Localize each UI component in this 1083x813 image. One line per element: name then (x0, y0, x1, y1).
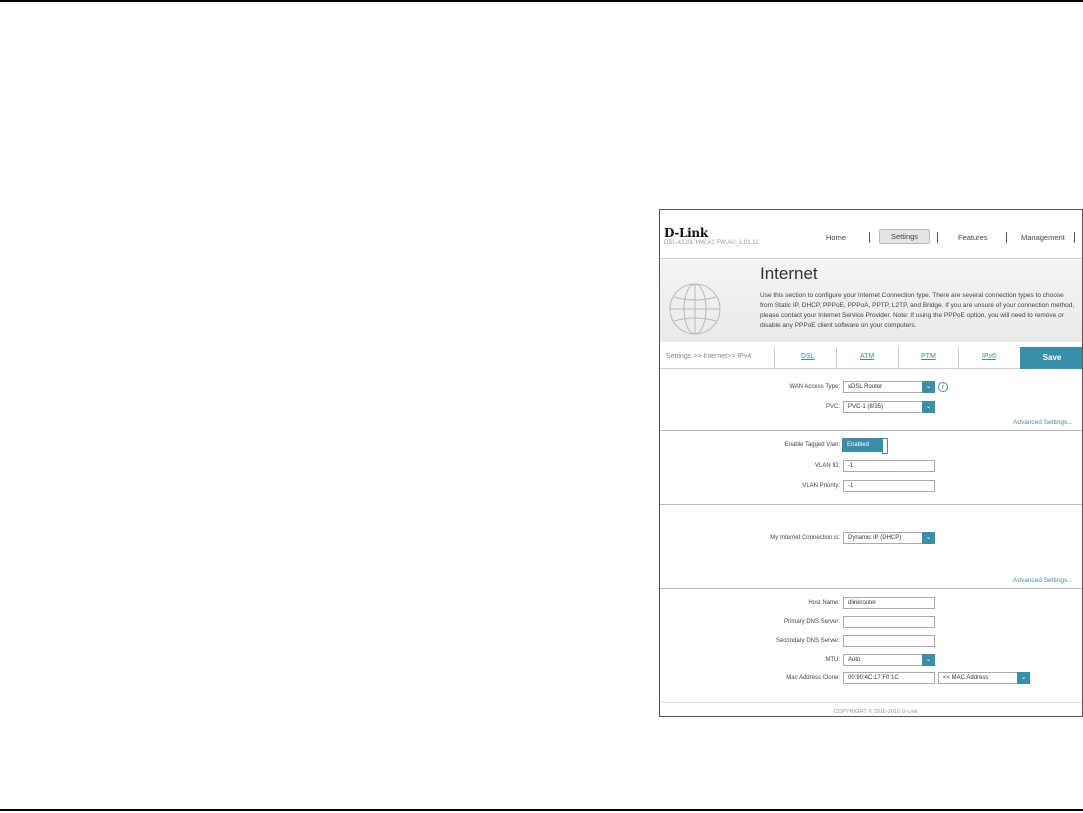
advanced-settings-link[interactable]: Advanced Settings... (1013, 577, 1073, 584)
enable-tagged-vlan-label: Enable Tagged Vlan: (784, 442, 840, 448)
mtu-value: Auto (848, 657, 861, 663)
nav-home[interactable]: Home (826, 233, 847, 242)
chevron-down-icon: ⌄ (1017, 672, 1030, 684)
nav-features[interactable]: Features (958, 233, 988, 242)
vlan-priority-input[interactable]: -1 (843, 480, 935, 492)
page-title: Internet (760, 264, 818, 283)
model-info: DSL-4320L HW:A1 FW:AU_1.01.11 (664, 240, 759, 246)
internet-connection-label: My Internet Connection is: (770, 535, 840, 541)
tagged-vlan-toggle[interactable]: Enabled (842, 438, 888, 452)
top-header (660, 210, 1082, 259)
host-name-input[interactable]: dlinkrouter (843, 597, 935, 609)
router-ui-screenshot (659, 209, 1083, 717)
sub-tab-bar (660, 347, 1083, 369)
primary-dns-input[interactable] (843, 616, 935, 628)
pvc-value: PVC-1 (8/35) (848, 404, 884, 410)
nav-separator (1074, 232, 1075, 243)
bottom-page-rule (0, 809, 1083, 811)
mac-clone-select-value: << MAC Address (943, 675, 989, 681)
save-button[interactable]: Save (1020, 347, 1083, 369)
internet-banner (660, 260, 1083, 342)
globe-icon (668, 282, 722, 336)
vlan-id-label: VLAN ID: (814, 463, 840, 469)
info-icon[interactable]: i (938, 382, 948, 392)
nav-separator (869, 232, 870, 243)
tab-ipv6[interactable]: IPv6 (982, 353, 997, 360)
secondary-dns-input[interactable] (843, 635, 935, 647)
mtu-select[interactable] (843, 654, 935, 666)
wan-access-type-label: WAN Access Type: (789, 384, 840, 390)
chevron-down-icon: ⌄ (922, 381, 935, 393)
chevron-down-icon: ⌄ (922, 532, 935, 544)
pvc-select[interactable] (843, 401, 935, 413)
pvc-label: PVC: (825, 404, 840, 410)
mac-clone-label: Mac Address Clone: (786, 675, 840, 681)
internet-connection-select[interactable] (843, 532, 935, 544)
internet-connection-value: Dynamic IP (DHCP) (848, 535, 902, 541)
tab-separator (836, 347, 837, 369)
chevron-down-icon: ⌄ (922, 401, 935, 413)
section-divider (660, 430, 1083, 431)
vlan-priority-label: VLAN Priority: (802, 483, 840, 489)
host-name-label: Host Name: (808, 600, 840, 606)
nav-settings[interactable]: Settings (879, 229, 930, 244)
chevron-down-icon: ⌄ (922, 654, 935, 666)
wan-access-type-value: xDSL Router (848, 384, 883, 390)
tab-separator (898, 347, 899, 369)
wan-access-type-select[interactable] (843, 381, 935, 393)
tab-separator (774, 347, 775, 369)
tab-atm[interactable]: ATM (860, 353, 875, 360)
advanced-settings-link[interactable]: Advanced Settings... (1013, 419, 1073, 426)
dlink-logo: D-Link (664, 226, 708, 240)
vlan-id-input[interactable]: -1 (843, 460, 935, 472)
page-description: Use this section to configure your Internet Connection type. There are several connection types to choose from Static IP, DHCP, PPPoE, PPPoA, PPTP, L2TP, and Bridge. If you are unsure of your connection method, please contact your Internet Service Provider. Note: If using the PPPoE option, you will need to remove or disable any PPPoE client software on your computers. (760, 292, 1075, 329)
section-divider (660, 504, 1083, 505)
mtu-label: MTU: (825, 657, 840, 663)
primary-dns-label: Primary DNS Server: (783, 619, 840, 625)
tab-separator (958, 347, 959, 369)
section-divider (660, 588, 1083, 589)
breadcrumb: Settings >> Internet>> IPv4 (666, 353, 752, 360)
tab-ptm[interactable]: PTM (921, 353, 936, 360)
copyright: COPYRIGHT © 2015-2016 D-Link (834, 709, 918, 715)
nav-management[interactable]: Management (1021, 233, 1065, 242)
mac-clone-input[interactable]: 00:90:4C:17:F0:1C (843, 672, 935, 684)
nav-separator (937, 232, 938, 243)
mac-clone-select[interactable] (938, 672, 1030, 684)
secondary-dns-label: Secondary DNS Server: (775, 638, 840, 644)
top-page-rule (0, 0, 1083, 2)
footer-divider (660, 702, 1083, 703)
tab-dsl[interactable]: DSL (801, 353, 815, 360)
nav-separator (1006, 232, 1007, 243)
